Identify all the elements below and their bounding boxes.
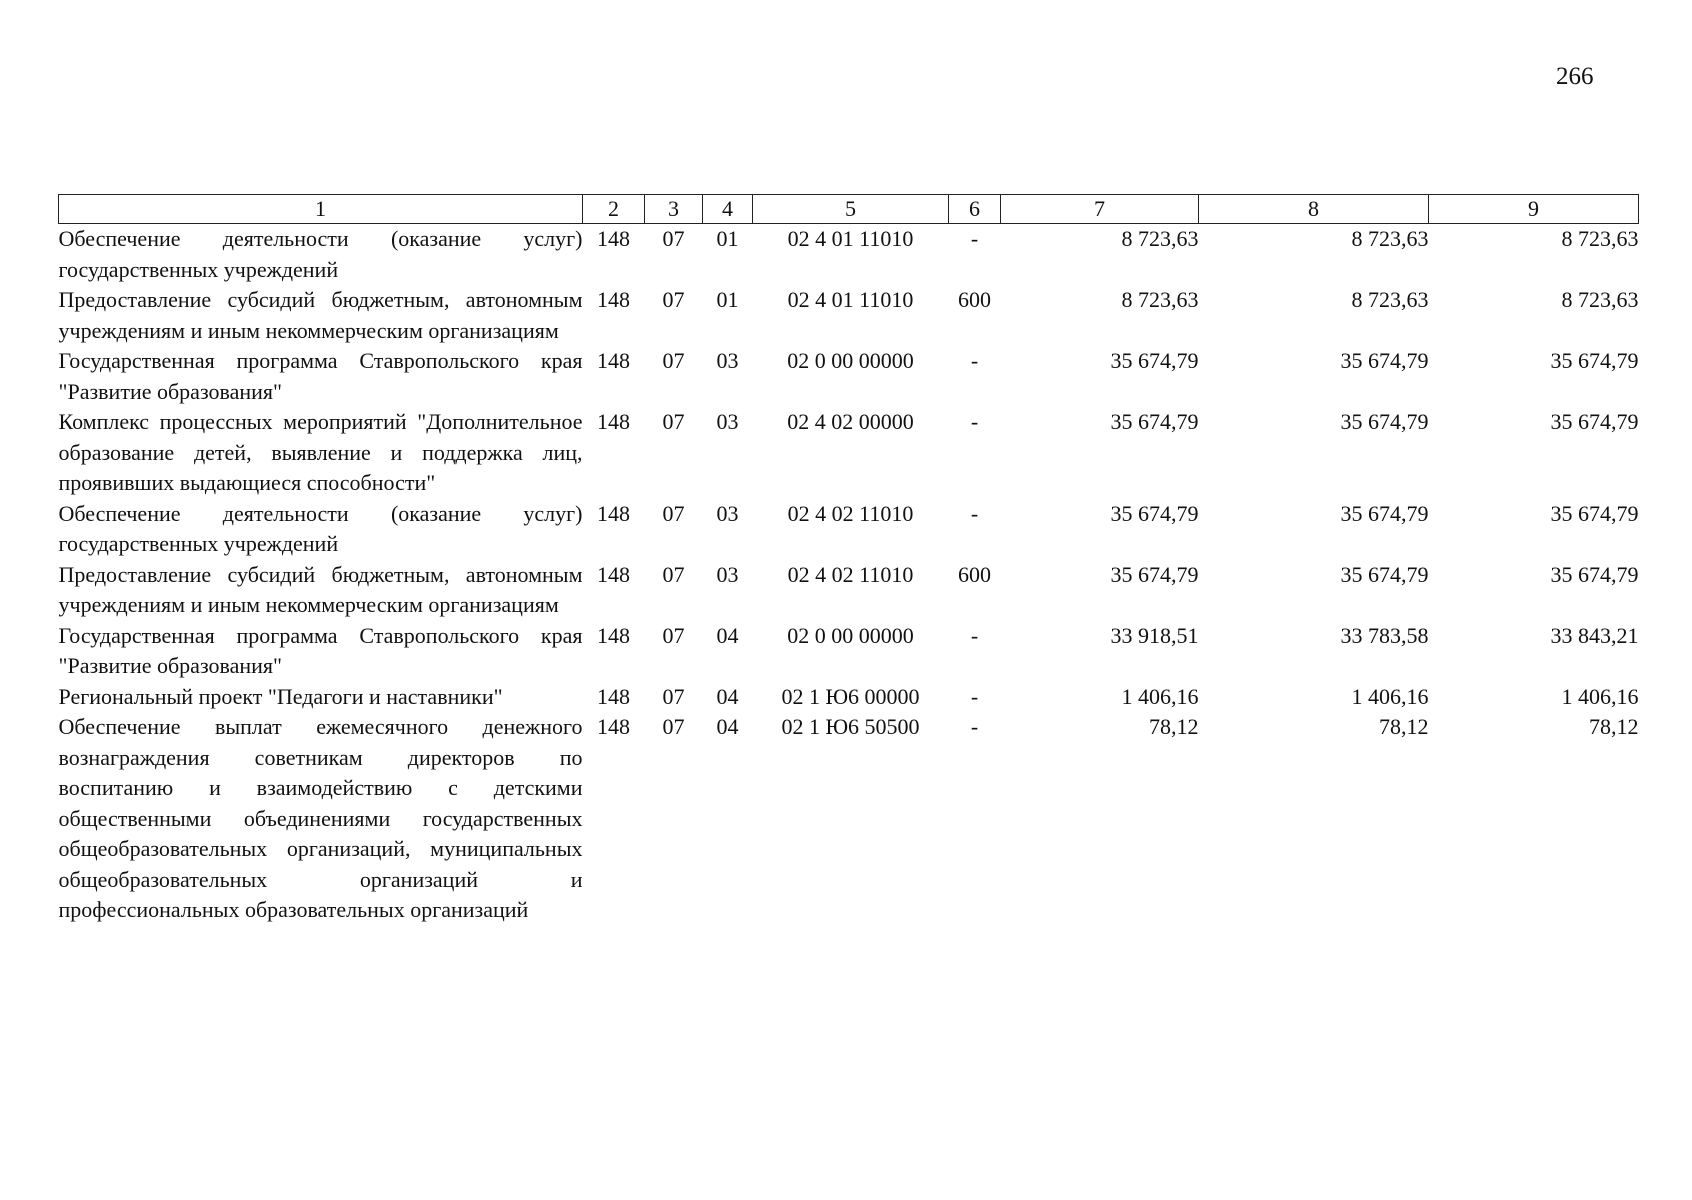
row-expense-type: - (970, 226, 979, 251)
row-amount-col9: 33 843,21 (1550, 622, 1639, 648)
row-section-code: 07 (662, 348, 685, 373)
row-amount-col7: 8 723,63 (1121, 287, 1199, 312)
row-target-code: 02 4 02 11010 (787, 500, 914, 526)
header-col-3: 3 (645, 195, 703, 224)
budget-table (58, 194, 1639, 926)
row-name: Государственная программа Ставропольского края "Развитие образования" (58, 622, 583, 678)
row-ministry-code: 148 (597, 409, 630, 434)
row-amount-col8: 78,12 (1379, 714, 1429, 739)
row-expense-type: - (970, 622, 979, 648)
row-ministry-code: 148 (597, 500, 630, 526)
row-name: Комплекс процессных мероприятий "Дополнительное образование детей, выявление и поддержка лиц, проявивших выдающиеся способности" (58, 409, 583, 495)
row-amount-col9: 8 723,63 (1561, 226, 1639, 251)
table-row (59, 682, 1639, 713)
row-amount-col9: 35 674,79 (1550, 561, 1639, 587)
row-expense-type: - (970, 500, 979, 526)
row-amount-col9: 35 674,79 (1550, 348, 1639, 373)
table-row (59, 285, 1639, 346)
row-amount-col9: 8 723,63 (1561, 287, 1639, 312)
row-target-code: 02 4 02 11010 (787, 561, 914, 587)
row-name: Региональный проект "Педагоги и наставники" (58, 683, 503, 709)
row-amount-col8: 35 674,79 (1340, 409, 1429, 434)
row-amount-col8: 8 723,63 (1351, 287, 1429, 312)
header-col-6: 6 (949, 195, 1001, 224)
row-amount-col9: 1 406,16 (1561, 683, 1639, 709)
row-ministry-code: 148 (597, 287, 630, 312)
row-subsection-code: 03 (716, 409, 739, 434)
row-ministry-code: 148 (597, 622, 630, 648)
row-expense-type: 600 (958, 561, 991, 587)
row-section-code: 07 (662, 561, 685, 587)
row-name: Обеспечение выплат ежемесячного денежного вознаграждения советникам директоров по воспитанию и взаимодействию с детскими общественными объединениями государственных общеобразовательных организаций, муниципальных общеобразовательных организаций и профессиональных образовательных организаций (58, 714, 583, 922)
row-name: Государственная программа Ставропольского края "Развитие образования" (58, 348, 583, 404)
row-section-code: 07 (662, 409, 685, 434)
row-name: Предоставление субсидий бюджетным, автономным учреждениям и иным некоммерческим организациям (58, 561, 583, 617)
row-expense-type: - (970, 683, 979, 709)
row-amount-col8: 35 674,79 (1340, 348, 1429, 373)
row-amount-col8: 35 674,79 (1340, 500, 1429, 526)
page-number: 266 (1556, 63, 1594, 90)
row-amount-col8: 8 723,63 (1351, 226, 1429, 251)
row-amount-col9: 35 674,79 (1550, 500, 1639, 526)
row-target-code: 02 1 Ю6 50500 (781, 714, 920, 739)
header-col-7: 7 (1001, 195, 1199, 224)
table-header (59, 195, 1639, 224)
row-expense-type: - (970, 409, 979, 434)
row-amount-col9: 78,12 (1589, 714, 1639, 739)
row-ministry-code: 148 (597, 348, 630, 373)
row-subsection-code: 01 (716, 287, 739, 312)
row-section-code: 07 (662, 622, 685, 648)
row-target-code: 02 4 01 11010 (787, 226, 914, 251)
row-subsection-code: 04 (716, 683, 739, 709)
row-target-code: 02 0 00 00000 (787, 622, 914, 648)
row-target-code: 02 4 01 11010 (787, 287, 914, 312)
row-name: Обеспечение деятельности (оказание услуг) государственных учреждений (58, 226, 583, 282)
row-subsection-code: 04 (716, 622, 739, 648)
table-row (59, 621, 1639, 682)
table-row (59, 407, 1639, 499)
row-name: Предоставление субсидий бюджетным, автономным учреждениям и иным некоммерческим организациям (58, 287, 583, 343)
row-target-code: 02 1 Ю6 00000 (781, 683, 920, 709)
header-col-8: 8 (1199, 195, 1429, 224)
row-ministry-code: 148 (597, 683, 630, 709)
row-name: Обеспечение деятельности (оказание услуг) государственных учреждений (58, 500, 583, 556)
row-amount-col8: 1 406,16 (1351, 683, 1429, 709)
row-subsection-code: 01 (716, 226, 739, 251)
header-row (59, 195, 1639, 224)
row-target-code: 02 4 02 00000 (787, 409, 914, 434)
row-section-code: 07 (662, 683, 685, 709)
row-subsection-code: 03 (716, 561, 739, 587)
table-row (59, 560, 1639, 621)
row-amount-col7: 33 918,51 (1110, 622, 1199, 648)
row-section-code: 07 (662, 714, 685, 739)
header-col-5: 5 (753, 195, 949, 224)
budget-table-container (58, 194, 1638, 926)
row-section-code: 07 (662, 500, 685, 526)
row-section-code: 07 (662, 226, 685, 251)
row-subsection-code: 04 (716, 714, 739, 739)
row-expense-type: - (970, 714, 979, 739)
row-amount-col7: 35 674,79 (1110, 409, 1199, 434)
row-amount-col7: 35 674,79 (1110, 561, 1199, 587)
row-amount-col7: 35 674,79 (1110, 348, 1199, 373)
row-target-code: 02 0 00 00000 (787, 348, 914, 373)
row-amount-col7: 8 723,63 (1121, 226, 1199, 251)
row-ministry-code: 148 (597, 226, 630, 251)
table-row (59, 712, 1639, 926)
row-section-code: 07 (662, 287, 685, 312)
row-amount-col8: 33 783,58 (1340, 622, 1429, 648)
row-amount-col8: 35 674,79 (1340, 561, 1429, 587)
row-subsection-code: 03 (716, 348, 739, 373)
row-amount-col7: 1 406,16 (1121, 683, 1199, 709)
row-subsection-code: 03 (716, 500, 739, 526)
row-ministry-code: 148 (597, 714, 630, 739)
row-amount-col7: 35 674,79 (1110, 500, 1199, 526)
table-row (59, 346, 1639, 407)
header-col-1: 1 (59, 195, 583, 224)
row-expense-type: - (970, 348, 979, 373)
header-col-2: 2 (583, 195, 645, 224)
table-body (59, 224, 1639, 926)
table-row (59, 499, 1639, 560)
header-col-4: 4 (703, 195, 753, 224)
header-col-9: 9 (1429, 195, 1639, 224)
row-expense-type: 600 (958, 287, 991, 312)
row-amount-col7: 78,12 (1149, 714, 1199, 739)
table-row (59, 224, 1639, 286)
row-ministry-code: 148 (597, 561, 630, 587)
row-amount-col9: 35 674,79 (1550, 409, 1639, 434)
